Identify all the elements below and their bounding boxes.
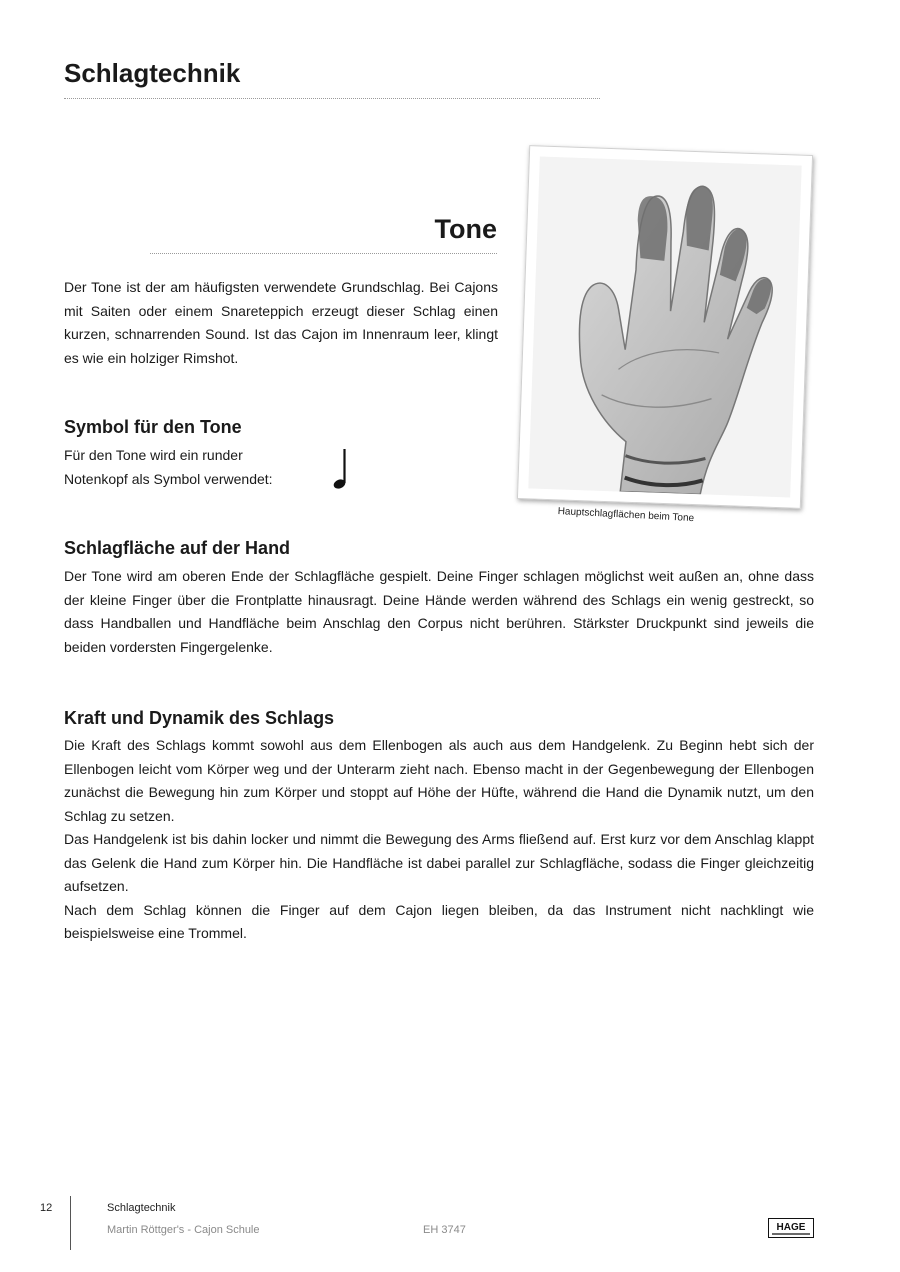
tone-intro-paragraph: Der Tone ist der am häufigsten verwendete Grundschlag. Bei Cajons mit Saiten oder einem Snareteppich erzeugt dieser Schlag einen kurzen, schnarrenden Sound. Ist das Cajon im Innenraum leer, klingt es wie ein holziger Rimshot. (64, 279, 498, 366)
photo-caption: Hauptschlagflächen beim Tone (557, 506, 695, 525)
footer-section-title: Schlagtechnik (107, 1202, 176, 1214)
force-heading: Kraft und Dynamik des Schlags (64, 708, 335, 728)
footer-book-title: Martin Röttger's - Cajon Schule (107, 1224, 260, 1236)
tone-divider (150, 253, 497, 254)
surface-paragraph: Der Tone wird am oberen Ende der Schlagfläche gespielt. Deine Finger schlagen möglichst weit außen an, ohne dass der kleine Finger über die Frontplatte hinausragt. Deine Hände werden während des Schlags ein wenig gestreckt, so dass Handballen und Handfläche beim Anschlag den Corpus nicht berühren. Stärkster Druckpunkt sind jeweils die beiden vordersten Fingergelenke. (64, 568, 814, 655)
section-heading-tone: Tone (434, 214, 497, 244)
force-paragraph-2: Das Handgelenk ist bis dahin locker und nimmt die Bewegung des Arms fließend auf. Erst kurz vor dem Anschlag klappt das Gelenk die Hand zum Körper hin. Die Handfläche ist dabei parallel zur Schlagfläche, sodass die Finger gleichzeitig aufsetzen. (64, 831, 814, 894)
force-body (64, 734, 814, 946)
page-title: Schlagtechnik (64, 58, 241, 88)
force-paragraph-1: Die Kraft des Schlags kommt sowohl aus dem Ellenbogen als auch aus dem Handgelenk. Zu Beginn hebt sich der Ellenbogen leicht vom Körper weg und der Unterarm zieht nach. Ebenso macht in der Gegenbewegung der Ellenbogen zunächst die Bewegung hin zum Körper und stoppt auf Höhe der Hüfte, während die Hand die Dynamik nutzt, um den Schlag zu setzen. (64, 737, 814, 824)
surface-heading: Schlagfläche auf der Hand (64, 538, 291, 558)
hand-illustration (528, 157, 801, 498)
hand-photo (517, 145, 813, 509)
symbol-line-1: Für den Tone wird ein runder (64, 447, 243, 463)
quarter-note-icon (330, 446, 354, 494)
title-divider (64, 98, 600, 99)
publisher-logo (768, 1218, 814, 1238)
symbol-heading: Symbol für den Tone (64, 417, 242, 437)
footer-divider (70, 1196, 71, 1250)
symbol-line-2: Notenkopf als Symbol verwendet: (64, 470, 273, 487)
svg-text:HAGE: HAGE (776, 1222, 806, 1233)
force-paragraph-3: Nach dem Schlag können die Finger auf dem Cajon liegen bleiben, da das Instrument nicht nachklingt wie beispielsweise eine Trommel. (64, 901, 814, 941)
page-number: 12 (40, 1202, 53, 1214)
footer-product-code: EH 3747 (423, 1224, 466, 1236)
symbol-paragraph (64, 444, 334, 491)
